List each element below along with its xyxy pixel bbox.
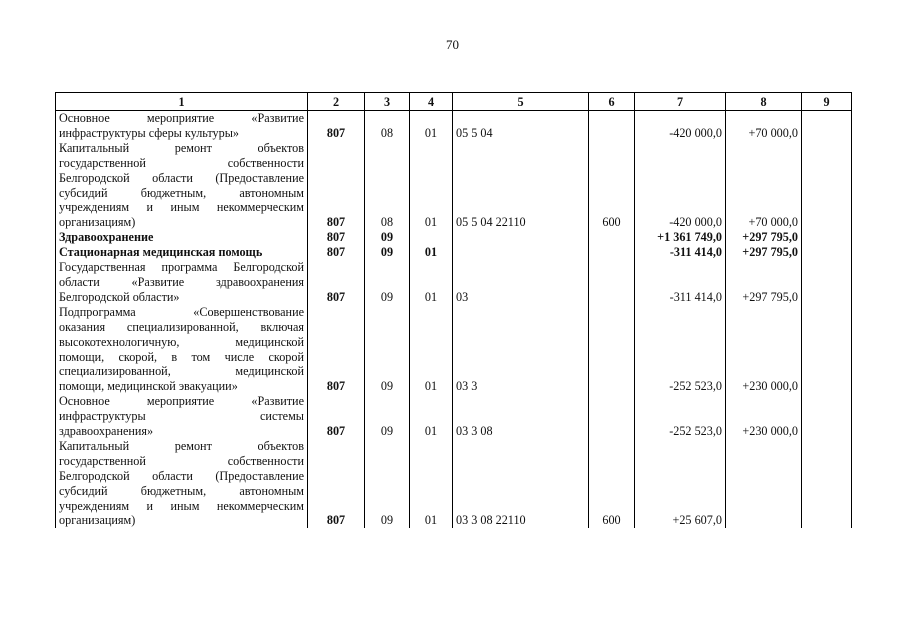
row-name-line: высокотехнологичную, медицинской [59, 334, 304, 349]
row-name-line: инфраструктуры системы [59, 409, 304, 424]
row-name-line: субсидий бюджетным, автономным [59, 483, 304, 498]
row-name-line: оказания специализированной, включая [59, 319, 304, 334]
row-name-cell [56, 305, 308, 394]
row-cell-col-4: 01 [410, 111, 453, 141]
row-name-cell [56, 260, 308, 305]
row-cell-col-9 [802, 439, 852, 528]
row-name-line: Основное мероприятие «Развитие [59, 111, 304, 125]
row-name-cell [56, 439, 308, 528]
row-cell-col-3: 09 [365, 394, 410, 439]
row-name-line: здравоохранения» [59, 424, 154, 439]
row-name-line: Подпрограмма «Совершенствование [59, 304, 304, 319]
row-cell-col-3: 08 [365, 141, 410, 230]
row-name-line: Белгородской области» [59, 289, 180, 304]
row-name-line: организациям) [59, 215, 136, 230]
row-cell-col-2: 807 [308, 305, 365, 394]
row-name-line: Капитальный ремонт объектов [59, 438, 304, 453]
row-cell-col-2: 807 [308, 260, 365, 305]
row-cell-col-6 [589, 230, 635, 245]
header-cell-3: 3 [365, 93, 410, 111]
row-cell-col-3: 09 [365, 305, 410, 394]
row-name-cell [56, 111, 308, 141]
row-cell-col-2: 807 [308, 394, 365, 439]
header-cell-7: 7 [635, 93, 726, 111]
row-cell-col-5 [453, 230, 589, 245]
row-cell-col-9 [802, 230, 852, 245]
row-name-line: субсидий бюджетным, автономным [59, 185, 304, 200]
row-cell-col-7: -311 414,0 [635, 260, 726, 305]
row-cell-col-5 [453, 245, 589, 260]
row-cell-col-6 [589, 305, 635, 394]
table-row [56, 305, 852, 394]
table-row [56, 111, 852, 141]
row-name-cell [56, 245, 308, 260]
row-name-cell [56, 141, 308, 230]
row-cell-col-5: 03 3 08 [453, 394, 589, 439]
header-cell-8: 8 [726, 93, 802, 111]
table-row [56, 141, 852, 230]
row-name-cell [56, 394, 308, 439]
header-cell-2: 2 [308, 93, 365, 111]
row-cell-col-7: -252 523,0 [635, 394, 726, 439]
row-name-line: Белгородской области (Предоставление [59, 170, 304, 185]
row-cell-col-4: 01 [410, 260, 453, 305]
row-name-line: государственной собственности [59, 155, 304, 170]
row-name-line: учреждениям и иным некоммерческим [59, 498, 304, 513]
row-cell-col-5: 03 3 08 22110 [453, 439, 589, 528]
row-cell-col-5: 05 5 04 22110 [453, 141, 589, 230]
row-cell-col-9 [802, 245, 852, 260]
row-name-line: Основное мероприятие «Развитие [59, 394, 304, 409]
table-body [56, 111, 852, 529]
row-cell-col-2: 807 [308, 111, 365, 141]
row-cell-col-8: +297 795,0 [726, 245, 802, 260]
header-cell-9: 9 [802, 93, 852, 111]
row-cell-col-8: +230 000,0 [726, 305, 802, 394]
row-cell-col-4: 01 [410, 245, 453, 260]
row-name-line: инфраструктуры сферы культуры» [59, 125, 240, 140]
budget-table [55, 92, 852, 528]
row-name-line: Стационарная медицинская помощь [59, 245, 263, 260]
table-row [56, 260, 852, 305]
row-cell-col-4: 01 [410, 439, 453, 528]
row-cell-col-7: -420 000,0 [635, 111, 726, 141]
row-cell-col-5: 03 3 [453, 305, 589, 394]
row-cell-col-8: +70 000,0 [726, 111, 802, 141]
row-cell-col-3: 09 [365, 245, 410, 260]
row-cell-col-6 [589, 394, 635, 439]
row-name-line: Капитальный ремонт объектов [59, 140, 304, 155]
row-cell-col-9 [802, 111, 852, 141]
header-cell-4: 4 [410, 93, 453, 111]
header-row [56, 93, 852, 111]
row-cell-col-4: 01 [410, 305, 453, 394]
row-cell-col-8: +297 795,0 [726, 260, 802, 305]
row-cell-col-5: 05 5 04 [453, 111, 589, 141]
table-row [56, 230, 852, 245]
row-cell-col-2: 807 [308, 439, 365, 528]
row-cell-col-3: 08 [365, 111, 410, 141]
row-cell-col-7: +25 607,0 [635, 439, 726, 528]
row-cell-col-6 [589, 245, 635, 260]
row-cell-col-7: -252 523,0 [635, 305, 726, 394]
row-cell-col-9 [802, 141, 852, 230]
row-cell-col-2: 807 [308, 230, 365, 245]
row-cell-col-8 [726, 439, 802, 528]
row-cell-col-6: 600 [589, 439, 635, 528]
row-name-line: Здравоохранение [59, 230, 154, 245]
row-name-line: Белгородской области (Предоставление [59, 468, 304, 483]
table-row [56, 439, 852, 528]
row-cell-col-9 [802, 260, 852, 305]
row-name-line: государственной собственности [59, 453, 304, 468]
row-cell-col-4: 01 [410, 394, 453, 439]
row-cell-col-9 [802, 305, 852, 394]
row-cell-col-3: 09 [365, 439, 410, 528]
row-cell-col-7: +1 361 749,0 [635, 230, 726, 245]
row-cell-col-7: -420 000,0 [635, 141, 726, 230]
row-cell-col-2: 807 [308, 141, 365, 230]
row-cell-col-8: +70 000,0 [726, 141, 802, 230]
row-cell-col-7: -311 414,0 [635, 245, 726, 260]
row-name-line: учреждениям и иным некоммерческим [59, 200, 304, 215]
row-cell-col-3: 09 [365, 230, 410, 245]
row-cell-col-6 [589, 260, 635, 305]
row-cell-col-4 [410, 230, 453, 245]
header-cell-6: 6 [589, 93, 635, 111]
row-cell-col-6 [589, 111, 635, 141]
row-name-cell [56, 230, 308, 245]
table-row [56, 394, 852, 439]
row-name-line: Государственная программа Белгородской [59, 260, 304, 275]
row-cell-col-2: 807 [308, 245, 365, 260]
row-name-line: помощи, медицинской эвакуации» [59, 379, 238, 394]
header-cell-1: 1 [56, 93, 308, 111]
row-cell-col-3: 09 [365, 260, 410, 305]
row-cell-col-8: +297 795,0 [726, 230, 802, 245]
row-name-line: специализированной, медицинской [59, 364, 304, 379]
row-cell-col-5: 03 [453, 260, 589, 305]
row-cell-col-9 [802, 394, 852, 439]
row-cell-col-6: 600 [589, 141, 635, 230]
row-name-line: области «Развитие здравоохранения [59, 274, 304, 289]
page-number: 70 [446, 37, 459, 52]
row-name-line: помощи, скорой, в том числе скорой [59, 349, 304, 364]
row-name-line: организациям) [59, 513, 136, 528]
row-cell-col-4: 01 [410, 141, 453, 230]
header-cell-5: 5 [453, 93, 589, 111]
row-cell-col-8: +230 000,0 [726, 394, 802, 439]
table-row [56, 245, 852, 260]
